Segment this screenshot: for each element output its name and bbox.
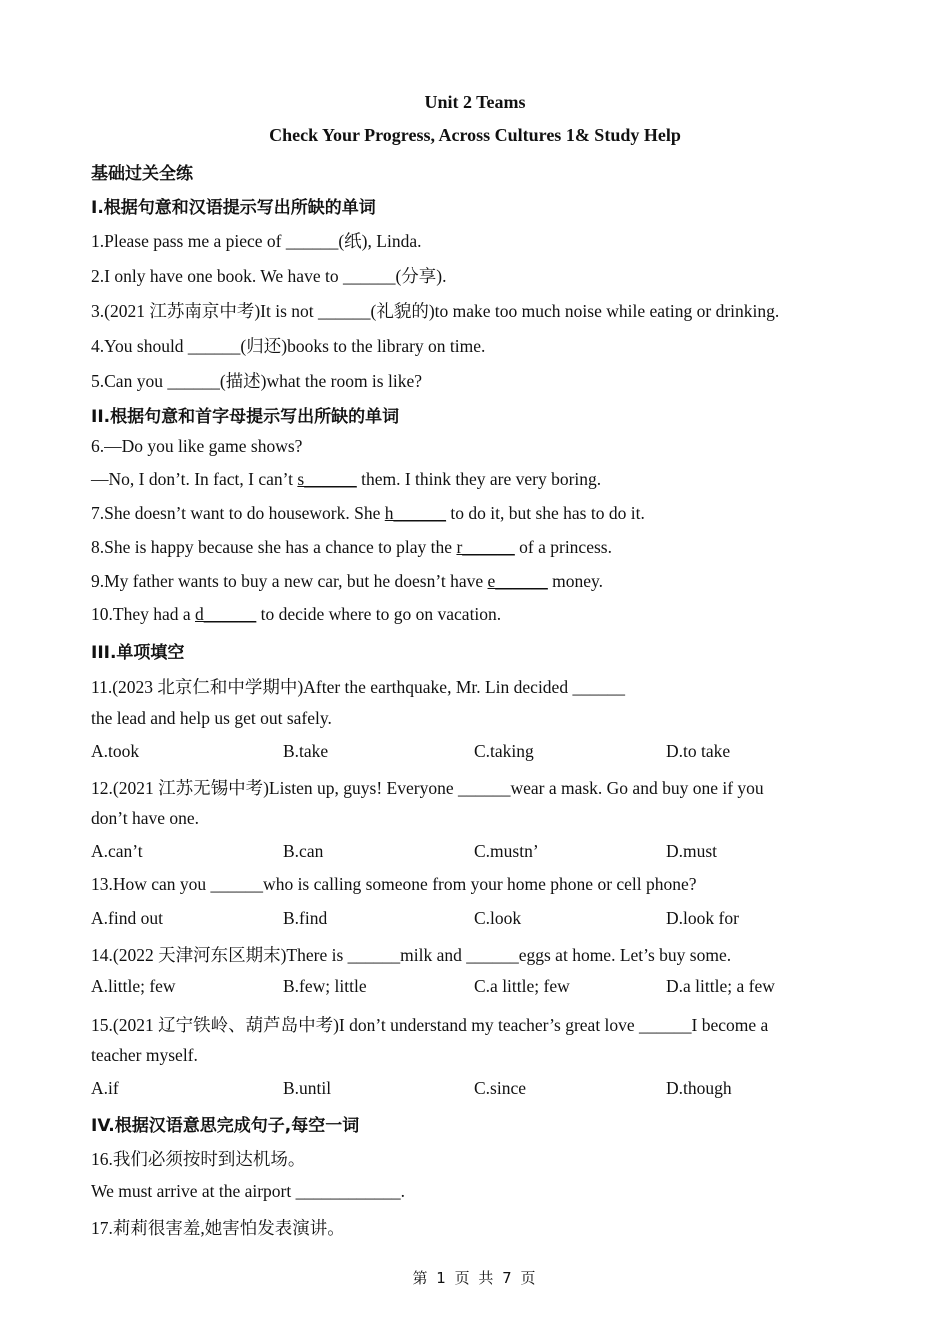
option-13-d: D.look for <box>666 908 739 928</box>
page-number-footer: 第 1 页 共 7 页 <box>412 1269 538 1287</box>
question-7-blank: h______ <box>384 503 446 523</box>
question-13: 13.How can you ______who is calling someone from your home phone or cell phone? <box>91 874 697 894</box>
question-15: 15.(2021 辽宁铁岭、葫芦岛中考)I don’t understand my teacher’s great love ______I become a <box>91 1015 769 1035</box>
section-heading-4: IV.根据汉语意思完成句子,每空一词 <box>91 1116 360 1136</box>
question-15-cont: teacher myself. <box>91 1045 198 1065</box>
question-3: 3.(2021 江苏南京中考)It is not ______(礼貌的)to make too much noise while eating or drinking. <box>91 301 780 321</box>
option-11-c: C.taking <box>474 741 534 761</box>
unit-title: Unit 2 Teams <box>424 92 526 112</box>
question-10-blank: d______ <box>195 604 257 624</box>
section-heading-1: I.根据句意和汉语提示写出所缺的单词 <box>91 198 376 218</box>
question-1: 1.Please pass me a piece of ______(纸), Linda. <box>91 231 422 251</box>
question-8-blank: r______ <box>456 537 515 557</box>
question-6-blank: s______ <box>297 469 357 489</box>
question-5: 5.Can you ______(描述)what the room is like? <box>91 371 422 391</box>
option-12-c: C.mustn’ <box>474 841 539 861</box>
question-14: 14.(2022 天津河东区期末)There is ______milk and ______eggs at home. Let’s buy some. <box>91 945 732 965</box>
option-15-a: A.if <box>91 1078 119 1098</box>
option-11-b: B.take <box>283 741 329 761</box>
question-12-cont: don’t have one. <box>91 808 200 828</box>
question-10: 10.They had a d______ to decide where to go on vacation. <box>91 604 502 624</box>
question-4: 4.You should ______(归还)books to the library on time. <box>91 336 486 356</box>
option-15-c: C.since <box>474 1078 527 1098</box>
option-13-b: B.find <box>283 908 328 928</box>
option-14-b: B.few; little <box>283 976 367 996</box>
option-12-a: A.can’t <box>91 841 143 861</box>
question-9-blank: e______ <box>487 571 548 591</box>
question-6-prompt: 6.—Do you like game shows? <box>91 436 303 456</box>
question-2: 2.I only have one book. We have to ______(分享). <box>91 266 447 286</box>
section-heading-3: III.单项填空 <box>91 643 185 663</box>
option-15-b: B.until <box>283 1078 332 1098</box>
section-heading-2: II.根据句意和首字母提示写出所缺的单词 <box>91 407 400 427</box>
question-11-cont: the lead and help us get out safely. <box>91 708 332 728</box>
option-14-c: C.a little; few <box>474 976 570 996</box>
question-16-english: We must arrive at the airport ____________. <box>91 1181 406 1201</box>
section-heading-basic: 基础过关全练 <box>91 164 193 184</box>
question-7: 7.She doesn’t want to do housework. She h______ to do it, but she has to do it. <box>91 503 645 523</box>
lesson-subtitle: Check Your Progress, Across Cultures 1& Study Help <box>269 125 681 145</box>
question-11: 11.(2023 北京仁和中学期中)After the earthquake, Mr. Lin decided ______ <box>91 677 625 697</box>
question-6-response: —No, I don’t. In fact, I can’t s______ them. I think they are very boring. <box>91 469 602 489</box>
question-12: 12.(2021 江苏无锡中考)Listen up, guys! Everyone ______wear a mask. Go and buy one if you <box>91 778 764 798</box>
question-9: 9.My father wants to buy a new car, but he doesn’t have e______ money. <box>91 571 604 591</box>
question-17-chinese: 17.莉莉很害羞,她害怕发表演讲。 <box>91 1218 345 1238</box>
option-14-a: A.little; few <box>91 976 176 996</box>
option-11-d: D.to take <box>666 741 731 761</box>
option-12-b: B.can <box>283 841 324 861</box>
option-12-d: D.must <box>666 841 718 861</box>
option-13-c: C.look <box>474 908 522 928</box>
option-15-d: D.though <box>666 1078 732 1098</box>
question-16-chinese: 16.我们必须按时到达机场。 <box>91 1149 306 1169</box>
question-8: 8.She is happy because she has a chance to play the r______ of a princess. <box>91 537 612 557</box>
option-14-d: D.a little; a few <box>666 976 775 996</box>
option-13-a: A.find out <box>91 908 163 928</box>
option-11-a: A.took <box>91 741 140 761</box>
